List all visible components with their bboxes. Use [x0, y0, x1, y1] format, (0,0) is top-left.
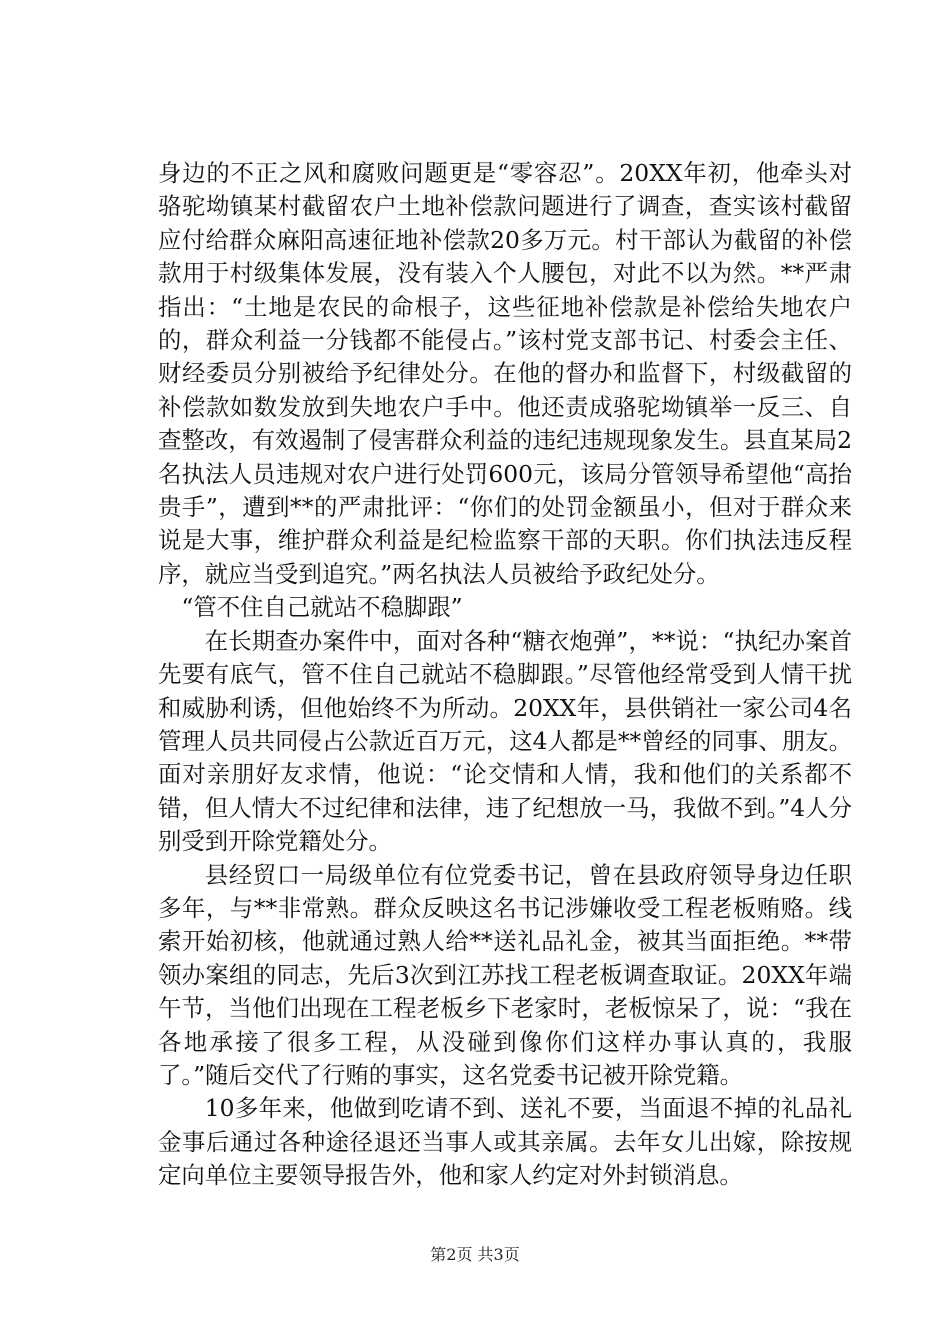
document-body [158, 157, 852, 1193]
paragraph: 县经贸口一局级单位有位党委书记，曾在县政府领导身边任职多年，与**非常熟。群众反映这名书记涉嫌收受工程老板贿赂。线索开始初核，他就通过熟人给**送礼品礼金，被其当面拒绝。**带领办案组的同志，先后3次到江苏找工程老板调查取证。20XX年端午节，当他们出现在工程老板乡下老家时，老板惊呆了，说：“我在各地承接了很多工程，从没碰到像你们这样办事认真的，我服了。”随后交代了行贿的事实，这名党委书记被开除党籍。 [158, 860, 852, 1089]
paragraph: 在长期查办案件中，面对各种“糖衣炮弹”，**说：“执纪办案首先要有底气，管不住自己就站不稳脚跟。”尽管他经常受到人情干扰和威胁利诱，但他始终不为所动。20XX年，县供销社一家公司4名管理人员共同侵占公款近百万元，这4人都是**曾经的同事、朋友。面对亲朋好友求情，他说：“论交情和人情，我和他们的关系都不错，但人情大不过纪律和法律，违了纪想放一马，我做不到。”4人分别受到开除党籍处分。 [158, 626, 852, 856]
paragraph-continuation: 身边的不正之风和腐败问题更是“零容忍”。20XX年初，他牵头对骆驼坳镇某村截留农户土地补偿款问题进行了调查，查实该村截留应付给群众麻阳高速征地补偿款20多万元。村干部认为截留的补偿款用于村级集体发展，没有装入个人腰包，对此不以为然。**严肃指出：“土地是农民的命根子，这些征地补偿款是补偿给失地农户的，群众利益一分钱都不能侵占。”该村党支部书记、村委会主任、财经委员分别被给予纪律处分。在他的督办和监督下，村级截留的补偿款如数发放到失地农户手中。他还责成骆驼坳镇举一反三、自查整改，有效遏制了侵害群众利益的违纪违规现象发生。县直某局2名执法人员违规对农户进行处罚600元，该局分管领导希望他“高抬贵手”，遭到**的严肃批评：“你们的处罚金额虽小，但对于群众来说是大事，维护群众利益是纪检监察干部的天职。你们执法违反程序，就应当受到追究。”两名执法人员被给予政纪处分。 [158, 159, 852, 588]
page-number-footer: 第2页 共3页 [430, 1245, 520, 1264]
section-heading: “管不住自己就站不稳脚跟” [181, 593, 463, 622]
paragraph: 10多年来，他做到吃请不到、送礼不要，当面退不掉的礼品礼金事后通过各种途径退还当事人或其亲属。去年女儿出嫁，除按规定向单位主要领导报告外，他和家人约定对外封锁消息。 [158, 1094, 852, 1190]
